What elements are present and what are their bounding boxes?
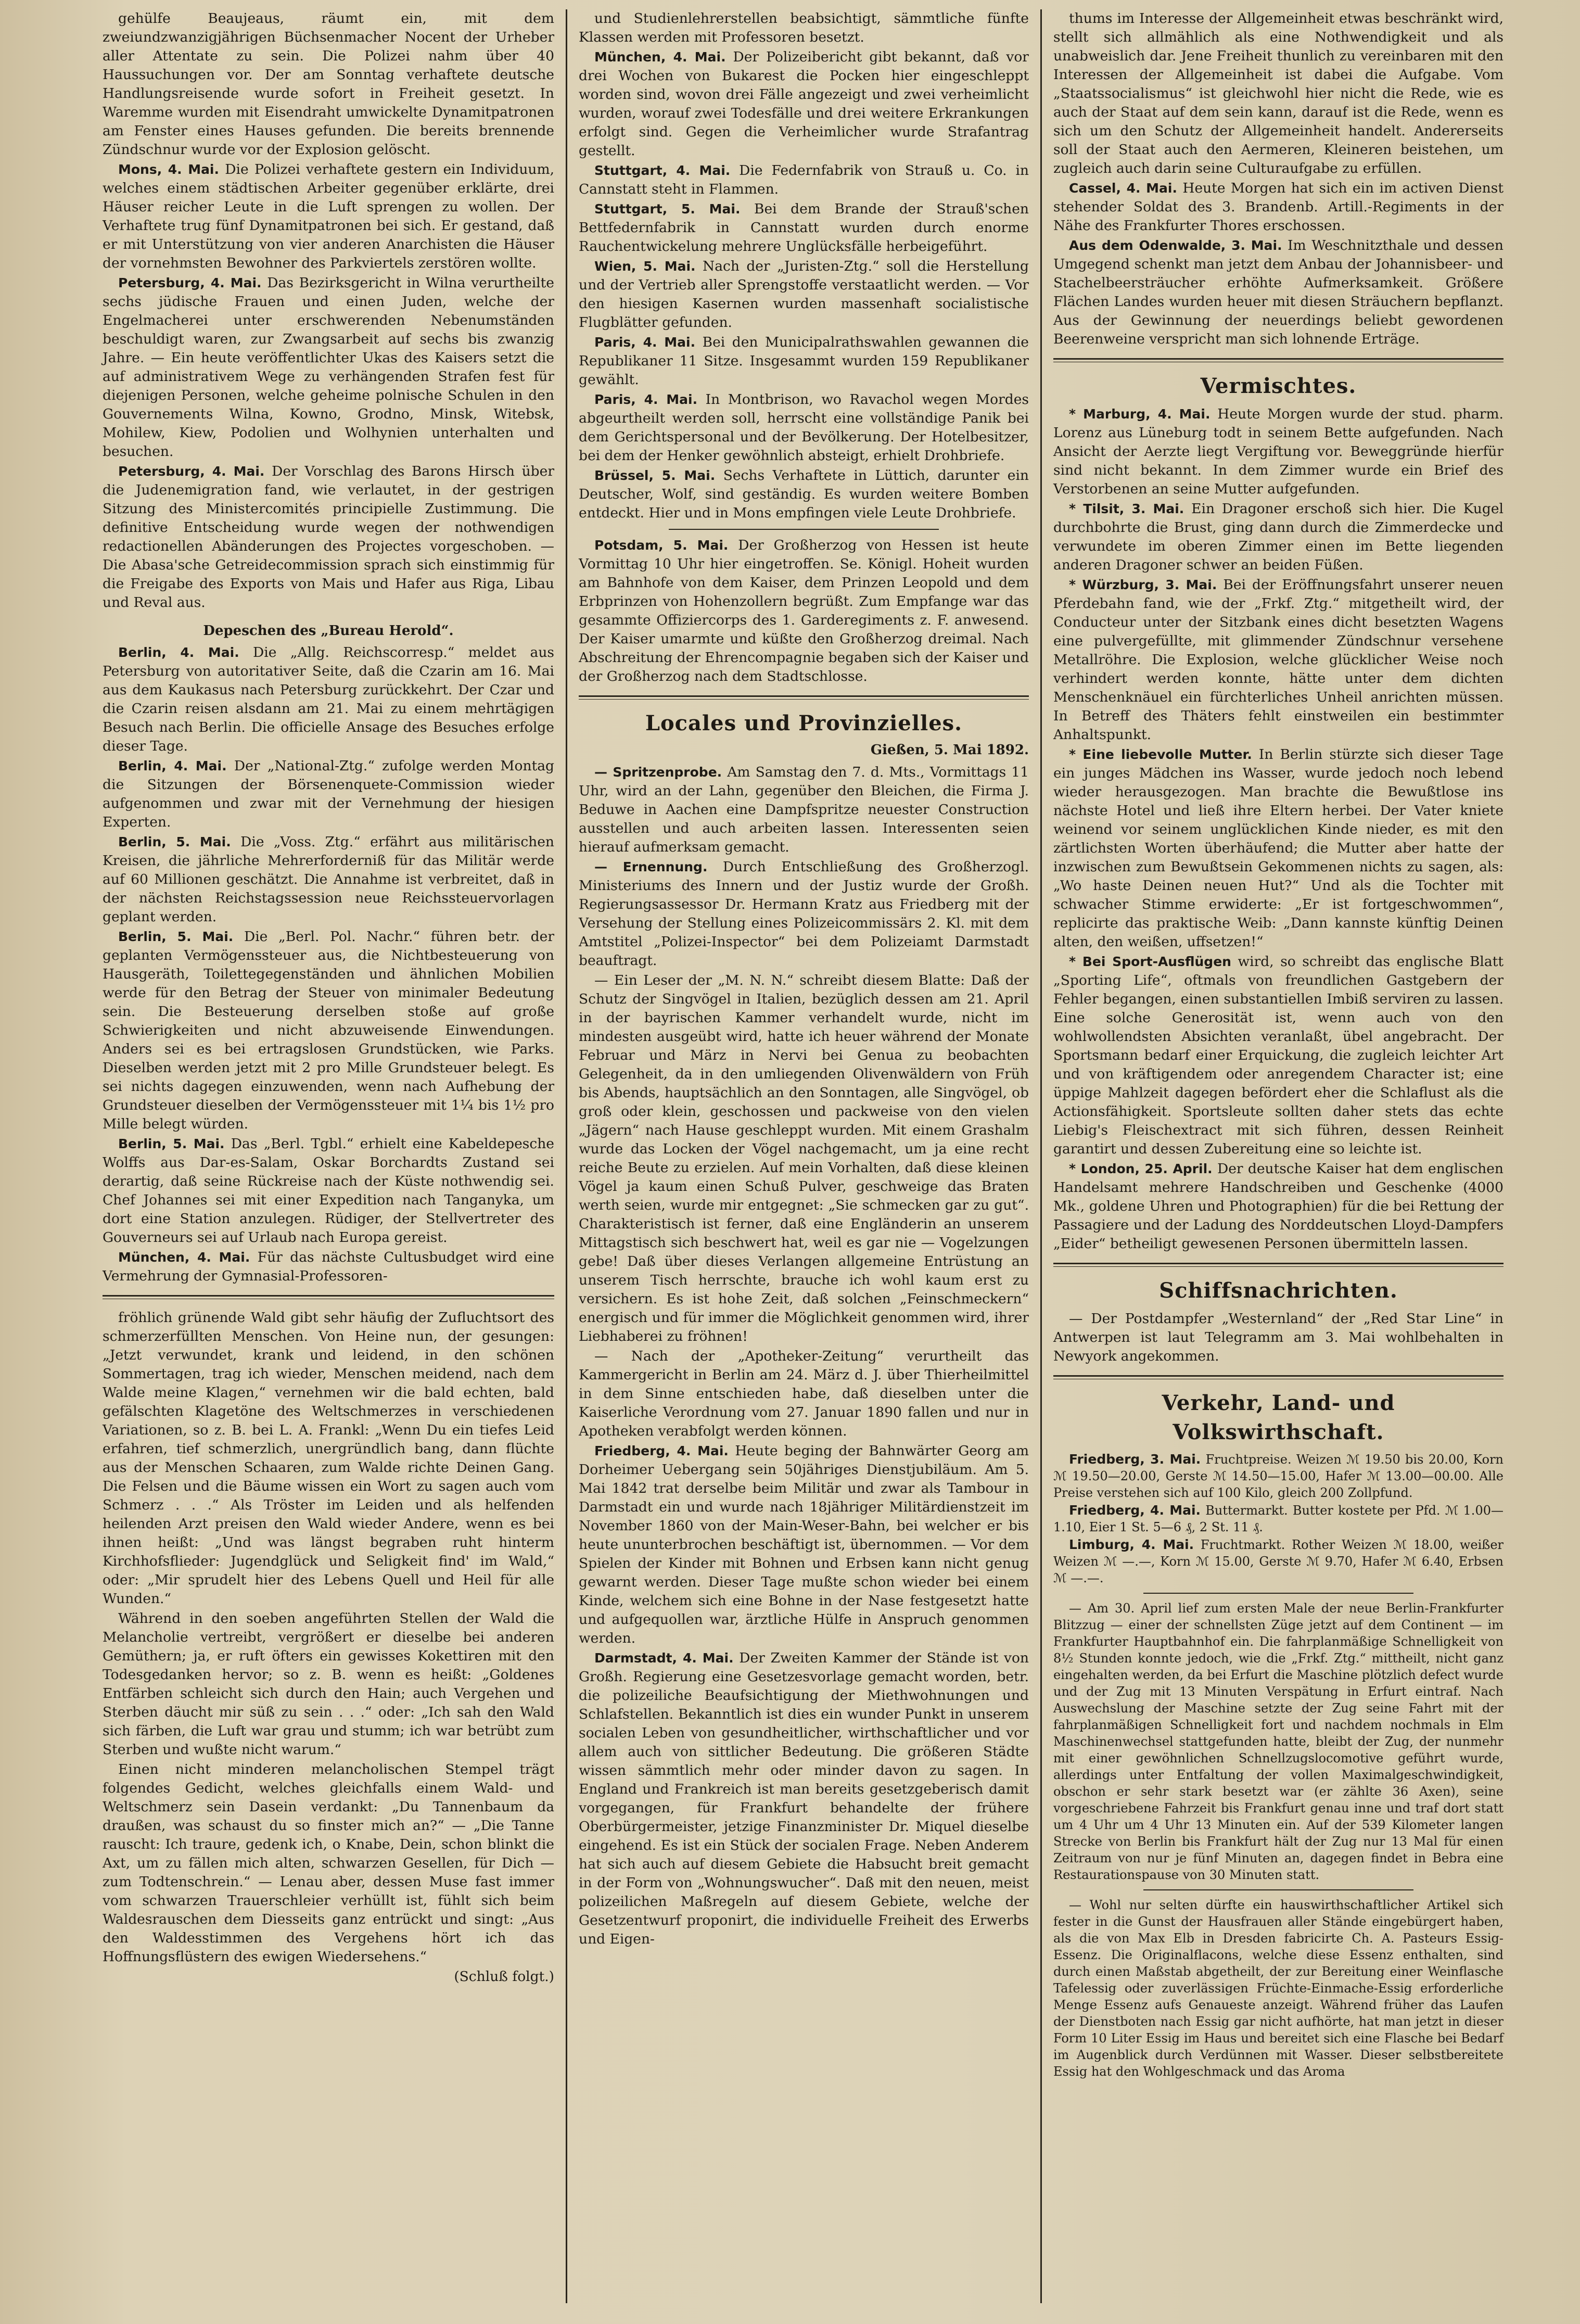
article-text: — Am 30. April lief zum ersten Male der neue Berlin-Frankfurter Blitzzug — einer der schnellsten Züge jetzt auf dem Continent — im Frankfurter Hauptbahnhof ein. Die fahrplanmäßige Schnelligkeit von 8½ Stunden konnte jedoch, wie die „Frkf. Ztg.“ mittheilt, nicht ganz eingehalten werden, da bei Erfurt die Maschine plötzlich defect wurde und der Zug mit 13 Minuten Verspätung in Erfurt eintraf. Nach Auswechslung der Maschine setzte der Zug seine Fahrt mit der fahrplanmäßigen Schnelligkeit fort und nachdem nochmals in Elm Maschinenwechsel stattgefunden hatte, bleibt der Zug, der nunmehr mit einer gewöhnlichen Schnellzugslocomotive geführt wurde, allerdings unter Entfaltung der vollen Maximalgeschwindigkeit, obschon er sehr stark besetzt war (er zählte 36 Axen), seine vorgeschriebene Fahrzeit bis Frankfurt genau inne und traf dort statt um 4 Uhr um 4 Uhr 13 Minuten ein. Auf der 539 Kilometer langen Strecke von Berlin bis Frankfurt hält der Zug nur 13 Mal für einen Zeitraum von nur je fünf Minuten an, dagegen findet in Bebra eine Restaurationspause von 30 Minuten statt.: [1053, 1601, 1503, 1882]
article-text: Petersburg, 4. Mai. Der Vorschlag des Barons Hirsch über die Judenemigration fand, wie verlautet, in der gestrigen Sitzung des Ministercomités principielle Zustimmung. Die definitive Entscheidung wurde wegen der nothwendigen redactionellen Abänderungen des Projectes vorgeschoben. — Die Abasa'sche Getreidecommission sprach sich einstimmig für die Freigabe des Exports von Mais und Hafer aus Riga, Libau und Reval aus.: [103, 463, 554, 611]
divider: [1143, 1593, 1413, 1594]
article-text: * Würzburg, 3. Mai. Bei der Eröffnungsfahrt unserer neuen Pferdebahn fand, wie der „Frkf. Ztg.“ mitgetheilt wird, der Conducteur unter der Sitzbank eines dicht besetzten Wagens eine pulvergefüllte, mit glimmender Zündschnur versehene Metallröhre. Die Explosion, welche glücklicher Weise noch verhindert werden konnte, hätte unter dem dichten Menschenknäuel ein fürchterliches Unheil anrichten müssen. In Betreff des Thäters fehlt einstweilen ein bestimmter Anhaltspunkt.: [1053, 577, 1503, 743]
section-subheading: Depeschen des „Bureau Herold“.: [203, 623, 454, 639]
column-2: [566, 9, 1040, 2303]
dateline-lead: — Spritzenprobe.: [594, 765, 722, 780]
dateline-lead: * Tilsit, 3. Mai.: [1069, 501, 1184, 516]
article-text: — Spritzenprobe. Am Samstag den 7. d. Mts., Vormittags 11 Uhr, wird an der Lahn, gegenüber den Bleichen, die Firma J. Beduwe in Aachen eine Dampfspritze neuester Construction ausstellen und auch arbeiten lassen. Interessenten seien hierauf aufmerksam gemacht.: [579, 764, 1029, 855]
dateline-lead: Berlin, 5. Mai.: [118, 1136, 225, 1151]
article-text: — Nach der „Apotheker-Zeitung“ verurtheilt das Kammergericht in Berlin am 24. März d. J. über Thierheilmittel in dem Sinne entschieden habe, daß dieselben unter die Kaiserliche Verordnung vom 27. Januar 1890 fallen und nur in Apotheken verabfolgt werden können.: [579, 1348, 1029, 1439]
article-text: München, 4. Mai. Der Polizeibericht gibt bekannt, daß vor drei Wochen von Bukarest die Pocken hier eingeschleppt worden sind, wovon drei Fälle angezeigt und zwei verheimlicht wurden, worauf zwei Todesfälle und drei weitere Erkrankungen erfolgt sind. Gegen die Verheimlicher wurde Strafantrag gestellt.: [579, 49, 1029, 159]
article-text: und Studienlehrerstellen beabsichtigt, sämmtliche fünfte Klassen werden mit Professoren besetzt.: [579, 10, 1029, 45]
article-text: Cassel, 4. Mai. Heute Morgen hat sich ein im activen Dienst stehender Soldat des 3. Brandenb. Artill.-Regiments in der Nähe des Frankfurter Thores erschossen.: [1053, 180, 1503, 234]
dateline-lead: Petersburg, 4. Mai.: [118, 275, 262, 290]
to-be-continued: (Schluß folgt.): [454, 1969, 554, 1985]
dateline-lead: Stuttgart, 5. Mai.: [594, 201, 741, 217]
article-text: — Der Postdampfer „Westernland“ der „Red Star Line“ in Antwerpen ist laut Telegramm am 3. Mai wohlbehalten in Newyork angekommen.: [1053, 1311, 1503, 1364]
article-text: * Marburg, 4. Mai. Heute Morgen wurde der stud. pharm. Lorenz aus Lüneburg todt in seinem Bette aufgefunden. Nach Ansicht der Aerzte liegt Vergiftung vor. Beweggründe hierfür sind nicht bekannt. In dem Zimmer wurde ein Brief des Verstorbenen an seine Mutter aufgefunden.: [1053, 406, 1503, 497]
feuilleton-divider: [103, 1295, 554, 1299]
article-text: Aus dem Odenwalde, 3. Mai. Im Weschnitzthale und dessen Umgegend schenkt man jetzt dem Anbau der Johannisbeer- und Stachelbeersträucher erhöhte Aufmerksamkeit. Größere Flächen Landes wurden heuer mit diesen Sträuchern bepflanzt. Aus der Gewinnung der neuerdings beliebt gewordenen Beerenweine verspricht man sich lohnende Erträge.: [1053, 237, 1503, 347]
article-text: Berlin, 5. Mai. Die „Berl. Pol. Nachr.“ führen betr. der geplanten Vermögenssteuer aus, die Nichtbesteuerung von Hausgeräth, Toilettegegenständen und ähnlichen Mobilien werde für den Betrag der Steuer von minimaler Bedeutung sein. Die Besteuerung derselben stoße auf große Schwierigkeiten und nicht abzuweisende Einwendungen. Anders sei es bei ertragslosen Grundstücken, wie Parks. Dieselben werden jetzt mit 2 pro Mille Grundsteuer belegt. Es sei nichts dagegen einzuwenden, wenn nach Aufhebung der Grundsteuer dieselben der Vermögenssteuer mit 1¼ bis 1½ pro Mille belegt würden.: [103, 929, 554, 1132]
article-text: Berlin, 5. Mai. Das „Berl. Tgbl.“ erhielt eine Kabeldepesche Wolffs aus Dar-es-Salam, Oskar Borchardts Zustand sei derartig, daß seine Rückreise nach der Küste nothwendig sei. Chef Johannes sei mit einer Expedition nach Tanganyka, um dort eine Station anzulegen. Rüdiger, der Stellvertreter des Gouverneurs sei auf Urlaub nach Europa gereist.: [103, 1136, 554, 1246]
article-text: Friedberg, 4. Mai. Heute beging der Bahnwärter Georg am Dorheimer Uebergang sein 50jähriges Dienstjubiläum. Am 5. Mai 1842 trat derselbe beim Militär und zwar als Tambour in Darmstadt ein und wurde nach 18jähriger Militärdienstzeit im November 1860 von der Main-Weser-Bahn, bei welcher er bis heute ununterbrochen beschäftigt ist, übernommen. — Vor dem Spielen der Kinder mit Bohnen und Erbsen kann nicht genug gewarnt werden. Dieser Tage mußte schon wieder bei einem Kinde, welchem sich eine Bohne in der Nase festgesetzt hatte und aufgequollen war, ärztliche Hülfe in Anspruch genommen werden.: [579, 1443, 1029, 1646]
dateline-lead: * Bei Sport-Ausflügen: [1069, 954, 1231, 969]
article-text: * Eine liebevolle Mutter. In Berlin stürzte sich dieser Tage ein junges Mädchen ins Wasser, wurde jedoch noch lebend wieder herausgezogen. Man brachte die Bewußtlose ins nächste Hotel und ließ ihre Eltern herbei. Der Vater kniete weinend vor seinem unglücklichen Kinde nieder, es mit den zärtlichsten Worten überhäufend; die Mutter aber hatte der inzwischen zum Bewußtsein Gekommenen nichts zu sagen, als: „Wo haste Deinen neuen Hut?“ Und als die Tochter mit schwacher Stimme erwiderte: „Er ist fortgeschwommen“, replicirte das praktische Weib: „Dann kannste künftig Deinen alten, den weißen, uffsetzen!“: [1053, 746, 1504, 950]
dateline-lead: Friedberg, 4. Mai.: [594, 1443, 729, 1458]
dateline-lead: Berlin, 4. Mai.: [118, 758, 227, 773]
article-text: Friedberg, 4. Mai. Buttermarkt. Butter kostete per Pfd. ℳ 1.00—1.10, Eier 1 St. 5—6 ₰, 2 St. 11 ₰.: [1053, 1503, 1503, 1534]
dateline-lead: Stuttgart, 4. Mai.: [594, 163, 731, 178]
section-divider: [1053, 1375, 1503, 1379]
column-3: [1040, 9, 1515, 2303]
feuilleton-text: fröhlich grünende Wald gibt sehr häufig der Zufluchtsort des schmerzerfüllten Menschen. Von Heine nun, der gesungen: „Jetzt verwundet, krank und leidend, in den schönen Sommertagen, trag ich wieder, Menschen meidend, nach dem Walde meine Klagen,“ vernehmen wir die bald echten, bald gefälschten Klagetöne des Weltschmerzes in verschiedenen Variationen, so z. B. bei L. A. Frankl: „Wenn Du ein tiefes Leid erfahren, tief schmerzlich, unergründlich bang, dann flüchte aus der Menschen Schaaren, zum Walde richte Deinen Gang. Die Felsen und die Bäume wissen ein Wort zu sagen auch vom Schmerz . . .“ Als Tröster im Leiden und als helfenden heilenden Arzt preisen den Wald wieder Andere, wenn es bei ihnen heißt: „Und was längst begraben ruht hinterm Kirchhofsflieder: Jugendglück und Seligkeit find' im Wald,“ oder: „Mir sprudelt hier des Lebens Quell und Heil für alle Wunden.“: [103, 1310, 554, 1607]
article-text: München, 4. Mai. Für das nächste Cultusbudget wird eine Vermehrung der Gymnasial-Professoren-: [103, 1249, 554, 1284]
article-text: — Wohl nur selten dürfte ein hauswirthschaftlicher Artikel sich fester in die Gunst der Hausfrauen aller Stände eingebürgert haben, als die von Max Elb in Dresden fabricirte Ch. A. Pasteurs Essig-Essenz. Die Originalflacons, welche diese Essenz enthalten, sind durch einen Maßstab abgetheilt, der zur Bereitung einer Weinflasche Tafelessig oder zuverlässigen Früchte-Einmache-Essig erforderliche Menge Essenz aufs Genaueste anzeigt. Während früher das Laufen der Dienstboten nach Essig gar nicht aufhörte, hat man jetzt in dieser Form 10 Liter Essig im Haus und bereitet sich eine Flasche bei Bedarf im Augenblick durch Verdünnen mit Wasser. Dieser selbstbereitete Essig hat den Wohlgeschmack und das Aroma: [1053, 1898, 1503, 2079]
article-text: Mons, 4. Mai. Die Polizei verhaftete gestern ein Individuum, welches einem städtischen Arbeiter gegenüber erklärte, drei Häuser reicher Leute in die Luft sprengen zu wollen. Der Verhaftete trug fünf Dynamitpatronen bei sich. Er gestand, daß er mit Unterstützung von vier anderen Anarchisten die Häuser der vornehmsten Bewohner des Parkviertels zerstören wollte.: [103, 161, 555, 271]
article-text: Berlin, 4. Mai. Die „Allg. Reichscorresp.“ meldet aus Petersburg von autoritativer Seite, daß die Czarin am 16. Mai aus dem Kaukasus nach Petersburg zurückkehrt. Der Czar und die Czarin reisen alsdann am 21. Mai zu einem mehrtägigen Besuch nach Berlin. Die officielle Ansage des Besuches erfolge dieser Tage.: [103, 644, 554, 754]
article-text: — Ein Leser der „M. N. N.“ schreibt diesem Blatte: Daß der Schutz der Singvögel in Italien, bezüglich dessen am 21. April in der bayrischen Kammer verhandelt wurde, nicht im mindesten ausgeübt wird, hatte ich heuer während der Monate Februar und März in Nervi bei Genua zu beobachten Gelegenheit, da in den umliegenden Olivenwäldern von Früh bis Abends, hauptsächlich an den Sonntagen, alle Singvögel, ob groß oder klein, geschossen und packweise von den vielen „Jägern“ nach Hause geschleppt wurden. Mit einem Grashalm wurde das Locken der Vögel nachgemacht, um ja eine recht reiche Beute zu erzielen. Auf mein Vorhalten, daß diese kleinen Vögel ja kaum einen Schuß Pulver, geschweige das Braten werth seien, wurde mir entgegnet: „Sie schmecken gar zu gut“. Charakteristisch ist ferner, daß eine Engländerin an unserem Mittagstisch sich beschwert hat, weil es gar nie — Vogelzungen gebe! Daß über dieses Verlangen allgemeine Entrüstung an unserem Tisch herrschte, brauche ich wohl kaum erst zu versichern. Es ist hohe Zeit, daß solchen „Feinschmeckern“ energisch und für immer die Möglichkeit genommen wird, ihrer Liebhaberei zu fröhnen!: [579, 972, 1029, 1344]
article-text: Potsdam, 5. Mai. Der Großherzog von Hessen ist heute Vormittag 10 Uhr hier eingetroffen. Se. Königl. Hoheit wurden am Bahnhofe von dem Kaiser, dem Prinzen Leopold und dem Erbprinzen von Hohenzollern begrüßt. Zum Empfange war das gesammte Offiziercorps des 1. Garderegiments z. F. anwesend. Der Kaiser umarmte und küßte den Großherzog dreimal. Nach Abschreitung der Ehrencompagnie begaben sich der Kaiser und der Großherzog nach dem Stadtschlosse.: [579, 537, 1029, 684]
dateline-lead: Mons, 4. Mai.: [118, 162, 220, 177]
article-text: gehülfe Beaujeaus, räumt ein, mit dem zweiundzwanzigjährigen Büchsenmacher Nocent der Urheber aller Attentate zu sein. Die Polizei nahm über 40 Haussuchungen vor. Der am Sonntag verhaftete deutsche Handlungsreisende wurde sofort in Freiheit gesetzt. In Waremme wurden mit Eisendraht umwickelte Dynamitpatronen am Fenster eines Hauses gefunden. Die bereits brennende Zündschnur wurde vor der Explosion gelöscht.: [103, 10, 554, 158]
article-text: Berlin, 4. Mai. Der „National-Ztg.“ zufolge werden Montag die Sitzungen der Börsenenquete-Commission wieder aufgenommen und zwar mit der Vernehmung der hiesigen Experten.: [103, 758, 554, 830]
article-text: * Tilsit, 3. Mai. Ein Dragoner erschoß sich hier. Die Kugel durchbohrte die Brust, ging dann durch die Zimmerdecke und verwundete im oberen Zimmer einen im Bette liegenden anderen Dragoner schwer an beiden Füßen.: [1053, 501, 1503, 573]
feuilleton-text: Während in den soeben angeführten Stellen der Wald die Melancholie vertreibt, vergrößert er dieselbe bei anderen Gemüthern; ja, er ruft öfters ein gewisses Kokettiren mit den Todesgedanken hervor; so z. B. wenn es heißt: „Goldenes Entfärben schleicht sich durch den Hain; auch Vergehen und Sterben däucht mir süß zu sein . . .“ oder: „Ich sah den Wald sich färben, die Luft war grau und stumm; ich war betrübt zum Sterben und wußte nicht warum.“: [103, 1610, 554, 1758]
article-text: Paris, 4. Mai. Bei den Municipalrathswahlen gewannen die Republikaner 11 Sitze. Insgesammt wurden 159 Republikaner gewählt.: [579, 334, 1029, 388]
article-text: Stuttgart, 5. Mai. Bei dem Brande der Strauß'schen Bettfedernfabrik in Cannstatt wurden durch enorme Rauchentwickelung mehrere Unglücksfälle herbeigeführt.: [579, 201, 1029, 255]
article-text: Berlin, 5. Mai. Die „Voss. Ztg.“ erfährt aus militärischen Kreisen, die jährliche Mehrerforderniß für das Militär werde auf 60 Millionen geschätzt. Die Annahme ist verbreitet, daß in der nächsten Reichstagssession neue Reichssteuervorlagen geplant werden.: [103, 834, 554, 925]
market-reports: [1053, 1451, 1503, 2080]
article-text: — Ernennung. Durch Entschließung des Großherzogl. Ministeriums des Innern und der Justiz wurde der Großh. Regierungsassessor Dr. Hermann Kratz aus Friedberg mit der Versehung der Stellung eines Polizeicommissärs 2. Kl. mit dem Amtstitel „Polizei-Inspector“ bei dem Polizeiamt Darmstadt beauftragt.: [579, 859, 1029, 969]
dateline-lead: Paris, 4. Mai.: [594, 335, 696, 350]
dateline-lead: Berlin, 5. Mai.: [118, 929, 234, 944]
dateline-lead: München, 4. Mai.: [118, 1250, 250, 1265]
dateline-lead: Friedberg, 3. Mai.: [1069, 1452, 1201, 1467]
dateline-lead: Brüssel, 5. Mai.: [594, 468, 716, 483]
local-dateline: Gießen, 5. Mai 1892.: [870, 742, 1029, 758]
divider: [669, 529, 939, 530]
dateline-lead: Darmstadt, 4. Mai.: [594, 1650, 734, 1666]
dateline-lead: Petersburg, 4. Mai.: [118, 464, 265, 479]
dateline-lead: Berlin, 5. Mai.: [118, 834, 231, 849]
divider: [1143, 1889, 1413, 1890]
article-text: * Bei Sport-Ausflügen wird, so schreibt das englische Blatt „Sporting Life“, oftmals von freundlichen Gastgebern der Fehler begangen, einen substantiellen Imbiß serviren zu lassen. Eine solche Generosität ist, wenn auch von den wohlwollendsten Absichten veranlaßt, übel angebracht. Der Sportsmann bedarf einer Erquickung, die zugleich leichter Art und von kräftigendem oder anregendem Character ist; eine üppige Mahlzeit dagegen befördert eher die Schlaflust als die Actionsfähigkeit. Sportsleute sollten daher stets das echte Liebig's Fleischextract mit sich führen, dessen Reinheit garantirt und dessen Zubereitung eine so leichte ist.: [1053, 954, 1503, 1157]
dateline-lead: Aus dem Odenwalde, 3. Mai.: [1069, 238, 1282, 253]
article-text: Petersburg, 4. Mai. Das Bezirksgericht in Wilna verurtheilte sechs jüdische Frauen und einen Juden, welche der Engelmacherei unter erschwerenden Nebenumständen beschuldigt waren, zur Zwangsarbeit auf sechs bis zwanzig Jahre. — Ein heute veröffentlichter Ukas des Kaisers setzt die auf administrativem Wege zu verhängenden Strafen fest für diejenigen Personen, welche geheime polnische Schulen in den Gouvernements Wilna, Kowno, Grodno, Minsk, Witebsk, Mohilew, Kiew, Podolien und Wolhynien unterhalten und besuchen.: [103, 275, 554, 460]
article-text: Darmstadt, 4. Mai. Der Zweiten Kammer der Stände ist von Großh. Regierung eine Gesetzesvorlage gemacht worden, betr. die polizeiliche Beaufsichtigung der Miethwohnungen und Schlafstellen. Bekanntlich ist dies ein wunder Punkt in unserem socialen Leben von gesundheitlicher, wirthschaftlicher und vor allem auch von sittlicher Bedeutung. Die größeren Städte wissen sämmtlich mehr oder minder davon zu sagen. In England und Frankreich ist man bereits gesetzgeberisch damit vorgegangen, für Frankfurt behandelte der frühere Oberbürgermeister, jetzige Finanzminister Dr. Miquel dieselbe eingehend. Es ist ein Stück der socialen Frage. Neben Anderem hat sich auch auf diesem Gebiete die Habsucht breit gemacht in der Form von „Wohnungswucher“. Daß mit den neuen, meist polizeilichen Maßregeln auf diesem Gebiete, welche der Gesetzentwurf proponirt, die individuelle Freiheit des Erwerbs und Eigen-: [579, 1650, 1029, 1947]
article-text: Brüssel, 5. Mai. Sechs Verhaftete in Lüttich, darunter ein Deutscher, Wolf, sind geständig. Es wurden weitere Bomben entdeckt. Hier und in Mons empfingen viele Leute Drohbriefe.: [579, 467, 1029, 521]
dateline-lead: Potsdam, 5. Mai.: [594, 538, 729, 553]
dateline-lead: * Eine liebevolle Mutter.: [1069, 747, 1252, 762]
section-divider: [1053, 358, 1503, 362]
dateline-lead: Friedberg, 4. Mai.: [1069, 1503, 1201, 1518]
dateline-lead: Limburg, 4. Mai.: [1069, 1537, 1194, 1552]
dateline-lead: Berlin, 4. Mai.: [118, 645, 239, 660]
dateline-lead: Wien, 5. Mai.: [594, 259, 696, 274]
feuilleton-text: Einen nicht minderen melancholischen Stempel trägt folgendes Gedicht, welches gleichfalls einem Wald- und Weltschmerz sein Dasein verdankt: „Du Tannenbaum da draußen, was schaust du so finster mich an?“ — „Die Tanne rauscht: Ich traure, gedenk ich, o Knabe, Dein, schon blinkt die Axt, um zu fällen mich alten, schwarzen Gesellen, für Dich — zum Todtenschrein.“ — Lenau aber, dessen Muse fast immer vom schwarzen Trauerschleier verhüllt ist, fühlt sich beim Waldesrauschen dem Diesseits ganz entrückt und singt: „Aus den Waldesstimmen des Vergehens hört ich das Hoffnungsflüstern des ewigen Wiedersehens.“: [103, 1761, 554, 1965]
dateline-lead: München, 4. Mai.: [594, 49, 726, 65]
dateline-lead: * Marburg, 4. Mai.: [1069, 407, 1211, 422]
article-text: Friedberg, 3. Mai. Fruchtpreise. Weizen ℳ 19.50 bis 20.00, Korn ℳ 19.50—20.00, Gerste ℳ 14.50—15.00, Hafer ℳ 13.00—00.00. Alle Preise verstehen sich auf 100 Kilo, gleich 200 Zollpfund.: [1053, 1452, 1503, 1500]
section-heading-locales: Locales und Provinzielles.: [645, 711, 963, 735]
column-1: [91, 9, 566, 2303]
dateline-lead: * London, 25. April.: [1069, 1161, 1213, 1176]
article-text: Wien, 5. Mai. Nach der „Juristen-Ztg.“ soll die Herstellung und der Vertrieb aller Sprengstoffe verstaatlicht werden. — Vor den hiesigen Kasernen wurden massenhaft socialistische Flugblätter gefunden.: [579, 258, 1029, 331]
dateline-lead: Cassel, 4. Mai.: [1069, 181, 1177, 196]
article-text: Paris, 4. Mai. In Montbrison, wo Ravachol wegen Mordes abgeurtheilt werden soll, herrscht eine vollständige Panik bei dem Gerichtspersonal und der Bevölkerung. Der Hotelbesitzer, bei dem der Henker gewöhnlich absteigt, erhielt Drohbriefe.: [579, 391, 1029, 464]
section-heading-schiffsnachrichten: Schiffsnachrichten.: [1159, 1278, 1398, 1303]
section-divider: [579, 695, 1029, 700]
dateline-lead: * Würzburg, 3. Mai.: [1069, 577, 1217, 592]
article-text: Stuttgart, 4. Mai. Die Federnfabrik von Strauß u. Co. in Cannstatt steht in Flammen.: [579, 162, 1029, 197]
dateline-lead: — Ernennung.: [594, 859, 708, 874]
section-divider: [1053, 1263, 1503, 1267]
article-text: thums im Interesse der Allgemeinheit etwas beschränkt wird, stellt sich allmählich als eine Nothwendigkeit und als unabweislich dar. Jene Freiheit thunlich zu vereinbaren mit den Interessen der Allgemeinheit ist dabei die Aufgabe. Vom „Staatssocialismus“ ist gleichwohl hier nicht die Rede, wie es auch der Staat auf dem sein kann, darauf ist die Rede, wenn es sich um den Schutz der Allgemeinheit handelt. Andererseits soll der Staat auch den Aermeren, Kleineren beistehen, um zugleich auch darin seine Culturaufgabe zu erfüllen.: [1053, 10, 1503, 176]
article-text: Limburg, 4. Mai. Fruchtmarkt. Rother Weizen ℳ 18.00, weißer Weizen ℳ —.—, Korn ℳ 15.00, Gerste ℳ 9.70, Hafer ℳ 6.40, Erbsen ℳ —.—.: [1053, 1537, 1503, 1585]
section-heading-verkehr: Verkehr, Land- und Volkswirthschaft.: [1162, 1391, 1395, 1444]
dateline-lead: Paris, 4. Mai.: [594, 392, 698, 407]
article-text: * London, 25. April. Der deutsche Kaiser hat dem englischen Handelsamt mehrere Handschreiben und Geschenke (4000 Mk., goldene Uhren und Photographien) für die bei Rettung der Passagiere und der Ladung des Norddeutschen Lloyd-Dampfers „Eider“ betheiligt gewesenen Personen übermitteln lassen.: [1053, 1161, 1503, 1252]
section-heading-vermischtes: Vermischtes.: [1200, 374, 1357, 398]
